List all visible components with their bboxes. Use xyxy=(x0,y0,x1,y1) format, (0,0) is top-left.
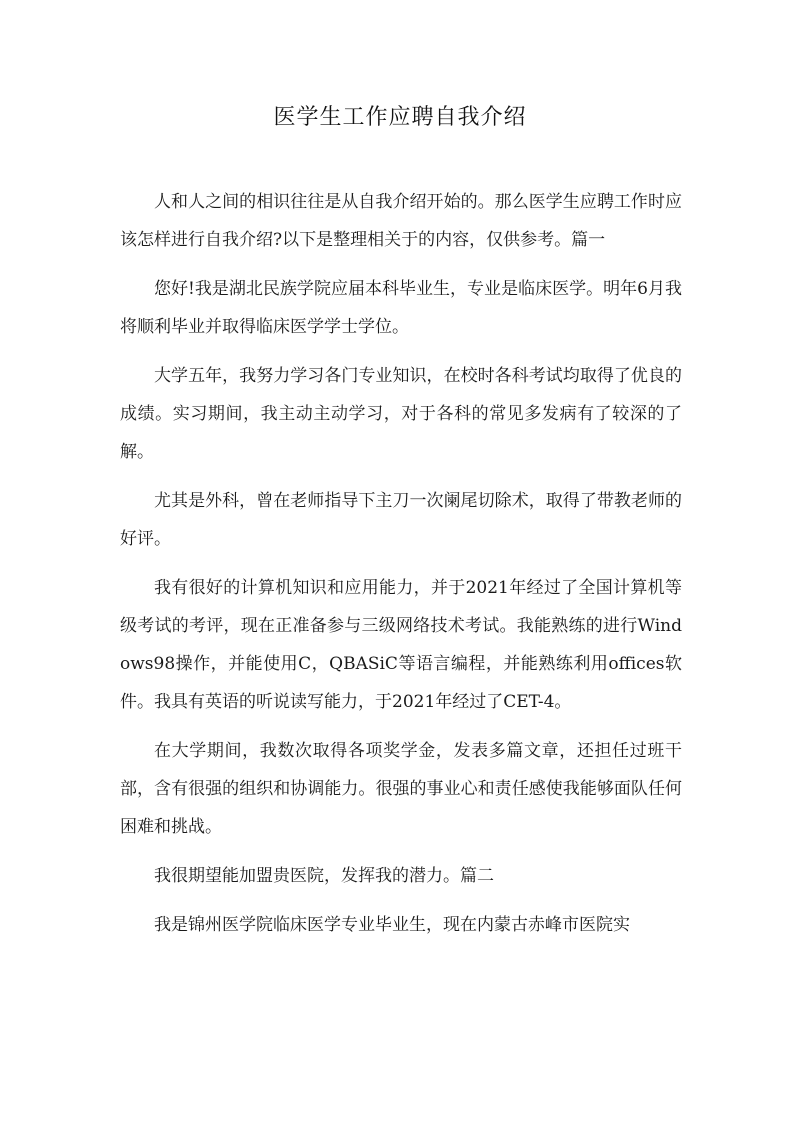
paragraph-skills: 我有很好的计算机知识和应用能力，并于2021年经过了全国计算机等级考试的考评，现在正准备参与三级网络技术考试。我能熟练的进行Windows98操作，并能使用C，QBASiC等语言编程，并能熟练利用offices软件。我具有英语的听说读写能力，于2021年经过了CET-4。 xyxy=(120,578,682,712)
paragraph-second-intro: 我是锦州医学院临床医学专业毕业生，现在内蒙古赤峰市医院实 xyxy=(154,915,630,935)
paragraph-intro: 人和人之间的相识往往是从自我介绍开始的。那么医学生应聘工作时应该怎样进行自我介绍?以下是整理相关于的内容，仅供参考。篇一 xyxy=(120,192,682,250)
document-body xyxy=(120,183,682,955)
paragraph-surgery: 尤其是外科，曾在老师指导下主刀一次阑尾切除术，取得了带教老师的好评。 xyxy=(120,491,682,549)
document-title: 医学生工作应聘自我介绍 xyxy=(273,105,527,130)
paragraph-greeting: 您好!我是湖北民族学院应届本科毕业生，专业是临床医学。明年6月我将顺利毕业并取得临床医学学士学位。 xyxy=(120,279,682,337)
paragraph-studies: 大学五年，我努力学习各门专业知识，在校时各科考试均取得了优良的成绩。实习期间，我主动主动学习，对于各科的常见多发病有了较深的了解。 xyxy=(120,366,682,462)
paragraph-awards: 在大学期间，我数次取得各项奖学金，发表多篇文章，还担任过班干部，含有很强的组织和协调能力。很强的事业心和责任感使我能够面队任何困难和挑战。 xyxy=(120,741,682,837)
paragraph-closing: 我很期望能加盟贵医院，发挥我的潜力。篇二 xyxy=(154,866,494,886)
